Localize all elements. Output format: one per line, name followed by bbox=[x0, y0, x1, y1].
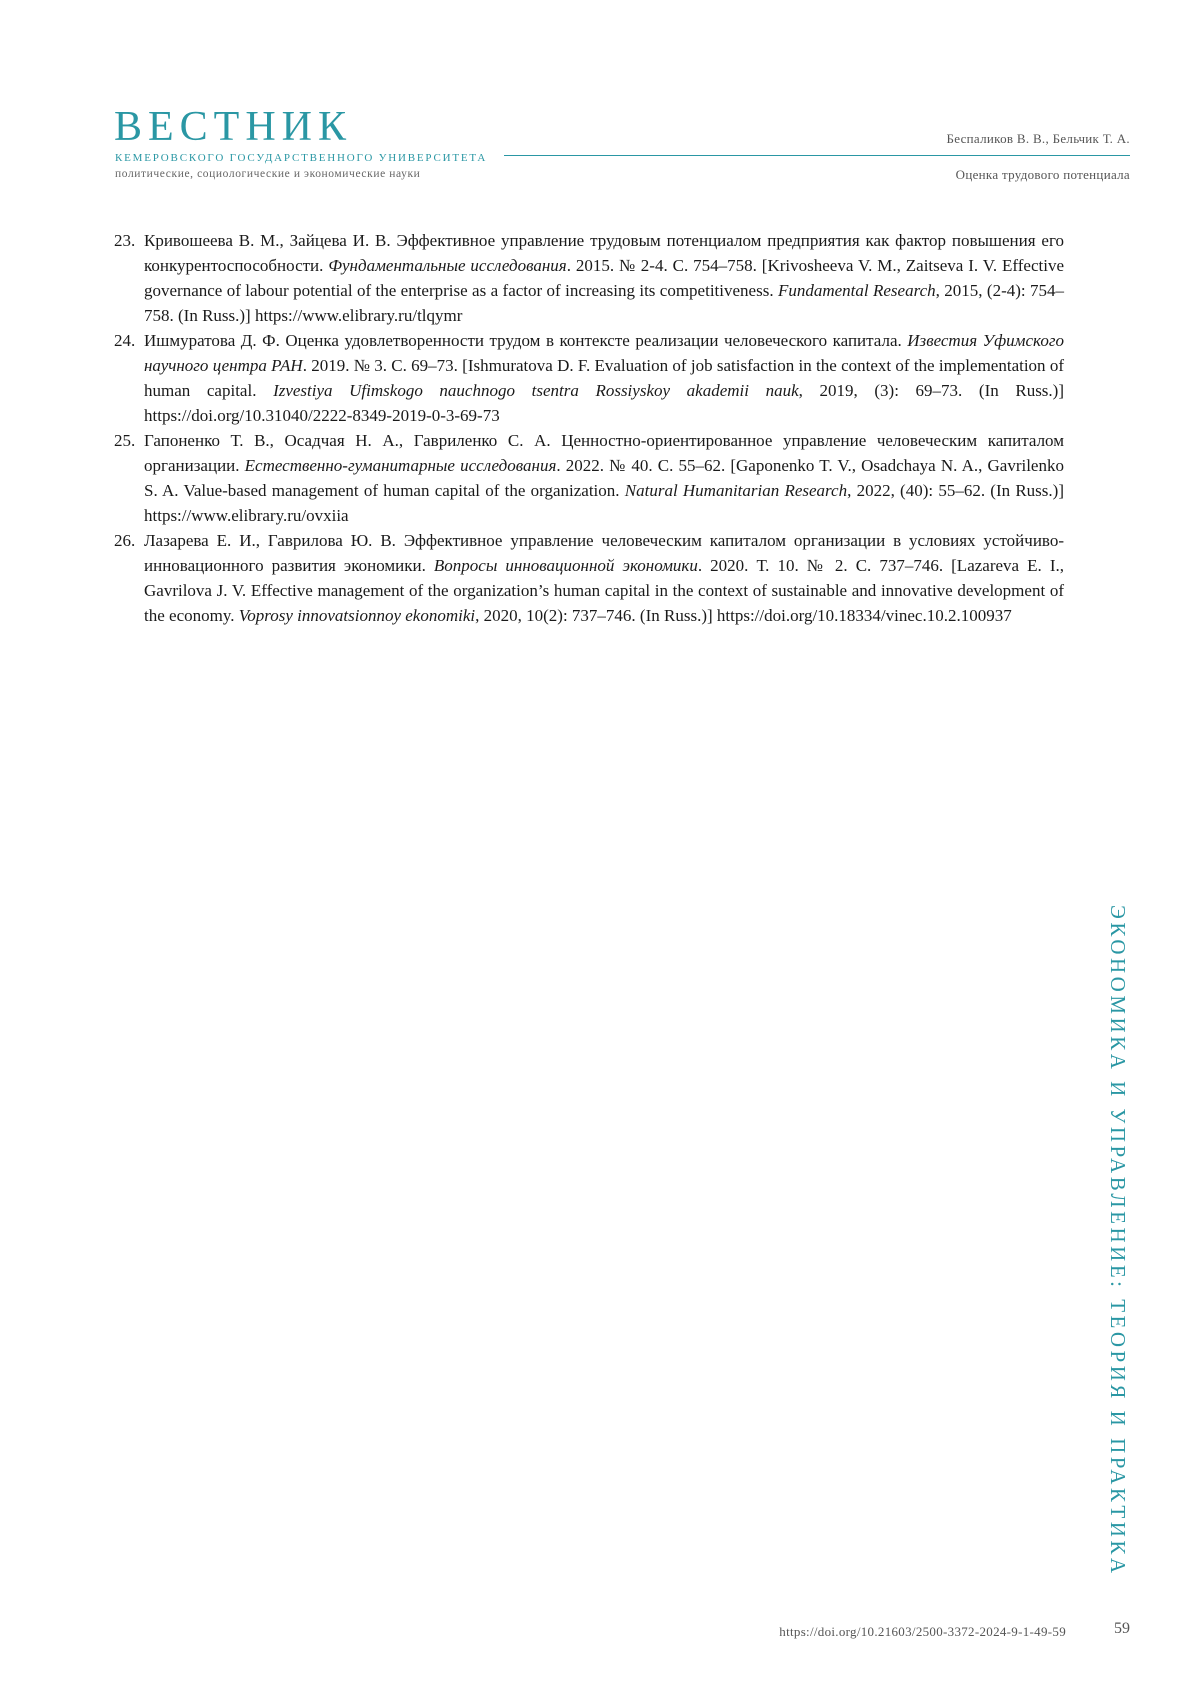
journal-title: ВЕСТНИК bbox=[114, 104, 353, 150]
header-topic: Оценка трудового потенциала bbox=[955, 167, 1130, 182]
reference-list bbox=[114, 228, 1064, 628]
header-rule bbox=[504, 155, 1130, 156]
reference-item bbox=[114, 328, 1064, 428]
footer-doi: https://doi.org/10.21603/2500-3372-2024-9-1-49-59 bbox=[779, 1624, 1066, 1639]
reference-item bbox=[114, 428, 1064, 528]
reference-number: 23. bbox=[114, 231, 136, 250]
reference-item bbox=[114, 228, 1064, 328]
reference-number: 25. bbox=[114, 431, 136, 450]
reference-text: Кривошеева В. М., Зайцева И. В. Эффективное управление трудовым потенциалом предприятия как фактор повышения его конкурентоспособности. Фундаментальные исследования. 2015. № 2-4. С. 754–758. [Krivosheeva V. M., Zaitseva I. V. Effective governance of labour potential of the enterprise as a factor of increasing its competitiveness. Fundamental Research, 2015, (2-4): 754–758. (In Russ.)] https://www.elibrary.ru/tlqymr bbox=[144, 231, 1065, 325]
reference-text: Ишмуратова Д. Ф. Оценка удовлетворенности трудом в контексте реализации человеческого капитала. Известия Уфимского научного центра РАН. 2019. № 3. С. 69–73. [Ishmuratova D. F. Evaluation of job satisfaction in the context of the implementation of human capital. Izvestiya Ufimskogo nauchnogo tsentra Rossiyskoy akademii nauk, 2019, (3): 69–73. (In Russ.)] https://doi.org/10.31040/2222-8349-2019-0-3-69-73 bbox=[144, 331, 1064, 425]
reference-number: 24. bbox=[114, 331, 136, 350]
reference-text: Лазарева Е. И., Гаврилова Ю. В. Эффективное управление человеческим капиталом организации в условиях устойчиво-инновационного развития экономики. Вопросы инновационной экономики. 2020. Т. 10. № 2. С. 737–746. [Lazareva E. I., Gavrilova J. V. Effective management of the organization’s human capital in the context of sustainable and innovative development of the economy. Voprosy innovatsionnoy ekonomiki, 2020, 10(2): 737–746. (In Russ.)] https://doi.org/10.18334/vinec.10.2.100937 bbox=[144, 531, 1064, 625]
reference-text: Гапоненко Т. В., Осадчая Н. А., Гавриленко С. А. Ценностно-ориентированное управление человеческим капиталом организации. Естественно-гуманитарные исследования. 2022. № 40. С. 55–62. [Gaponenko T. V., Osadchaya N. A., Gavrilenko S. A. Value-based management of human capital of the organization. Natural Humanitarian Research, 2022, (40): 55–62. (In Russ.)] https://www.elibrary.ru/ovxiia bbox=[144, 431, 1064, 525]
page-number: 59 bbox=[1114, 1620, 1130, 1637]
journal-series: политические, социологические и экономические науки bbox=[115, 168, 421, 180]
header-authors: Беспаликов В. В., Бельчик Т. А. bbox=[946, 131, 1130, 146]
reference-item bbox=[114, 528, 1064, 628]
side-section-title-text: ЭКОНОМИКА И УПРАВЛЕНИЕ: ТЕОРИЯ И ПРАКТИКА bbox=[1106, 905, 1130, 1577]
journal-subtitle: КЕМЕРОВСКОГО ГОСУДАРСТВЕННОГО УНИВЕРСИТЕТА bbox=[115, 152, 488, 164]
reference-number: 26. bbox=[114, 531, 136, 550]
